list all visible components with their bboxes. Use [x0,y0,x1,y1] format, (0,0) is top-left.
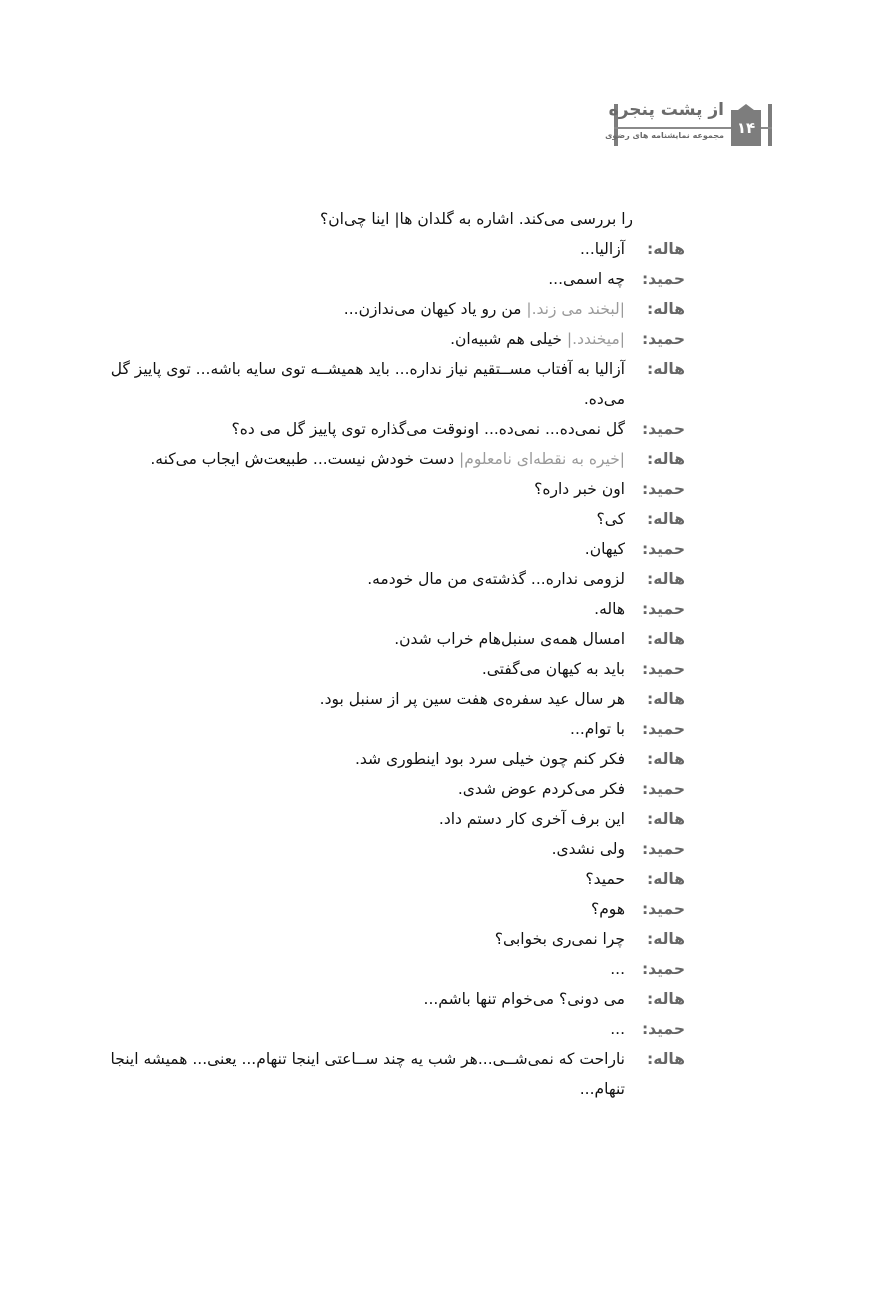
dialogue-text: من رو یاد کیهان می‌ندازن... [343,300,522,318]
dialogue-line [110,864,685,894]
dialogue-line [110,594,685,624]
speech-block [110,834,625,864]
dialogue-line [110,234,685,264]
speech-block [110,954,625,984]
dialogue-text: اون خبر داره؟ [534,480,625,498]
dialogue-text: ... [610,1020,625,1038]
speech-block [110,714,625,744]
speech-block [110,354,625,414]
speaker-name: حمید: [641,1020,685,1038]
dialogue-line [110,354,685,414]
stage-direction: |خیره به نقطه‌ای نامعلوم| [459,450,625,468]
dialogue-list [110,234,685,1104]
dialogue-text: خیلی هم شبیه‌ان. [450,330,562,348]
dialogue-line [110,744,685,774]
speech-block [110,324,625,354]
speech-block [110,774,625,804]
speaker-name: هاله: [647,300,685,318]
series-subtitle: مجموعه نمایشنامه های رضوی [605,131,724,140]
speaker-name: حمید: [641,420,685,438]
speaker-name: هاله: [647,510,685,528]
speaker-name: حمید: [641,330,685,348]
speaker-name: حمید: [641,480,685,498]
dialogue-text: حمید؟ [585,870,625,888]
speech-block [110,534,625,564]
stage-continuation-line [110,204,685,234]
dialogue-line [110,564,685,594]
series-title: از پشت پنجره [608,100,724,120]
speaker-name: هاله: [647,360,685,378]
speech-block [110,684,625,714]
dialogue-line [110,924,685,954]
dialogue-line [110,414,685,444]
dialogue-line [110,1044,685,1104]
speaker-name: حمید: [641,720,685,738]
speaker-name: هاله: [647,930,685,948]
dialogue-text: لزومی نداره... گذشته‌ی من مال خودمه. [367,570,625,588]
speech-block [110,1044,625,1104]
speaker-name: حمید: [641,600,685,618]
speech-block [110,894,625,924]
speech-block [110,564,625,594]
stage-direction: |لبخند می زند.| [526,300,625,318]
dialogue-text: می دونی؟ می‌خوام تنها باشم... [423,990,625,1008]
dialogue-line [110,324,685,354]
dialogue-text: فکر کنم چون خیلی سرد بود اینطوری شد. [354,750,625,768]
dialogue-line [110,444,685,474]
speaker-name: هاله: [647,990,685,1008]
dialogue-text: چرا نمی‌ری بخوابی؟ [494,930,625,948]
speech-block [110,504,625,534]
dialogue-text: هوم؟ [590,900,625,918]
speaker-name: حمید: [641,540,685,558]
speaker-name: هاله: [647,570,685,588]
dialogue-text: این برف آخری کار دستم داد. [438,810,625,828]
dialogue-line [110,984,685,1014]
dialogue-line [110,834,685,864]
dialogue-line [110,534,685,564]
speech-block [110,744,625,774]
speaker-name: هاله: [647,450,685,468]
dialogue-line [110,954,685,984]
speaker-name: حمید: [641,780,685,798]
dialogue-line [110,294,685,324]
dialogue-line [110,264,685,294]
dialogue-line [110,624,685,654]
dialogue-text: دست خودش نیست... طبیعت‌ش ایجاب می‌کنه. [150,450,455,468]
speaker-name: هاله: [647,690,685,708]
dialogue-text: هاله. [594,600,625,618]
speaker-name: هاله: [647,810,685,828]
dialogue-text: امسال همه‌ی سنبل‌هام خراب شدن. [394,630,625,648]
stage-direction: |میخندد.| [566,330,625,348]
dialogue-text: آزالیا به آفتاب مســتقیم نیاز نداره... باید همیشــه توی سایه باشه... توی پاییز گل می‌ده. [110,360,625,408]
speech-block [110,984,625,1014]
dialogue-text: فکر می‌کردم عوض شدی. [457,780,625,798]
logo-right-bar [768,104,772,146]
speech-block [110,594,625,624]
speaker-name: حمید: [641,960,685,978]
speaker-name: حمید: [641,270,685,288]
speech-block [110,474,625,504]
speech-block [110,1014,625,1044]
speech-block [110,654,625,684]
dialogue-text: باید به کیهان می‌گفتی. [481,660,625,678]
dialogue-line [110,894,685,924]
speech-block [110,864,625,894]
speaker-name: هاله: [647,750,685,768]
speaker-name: هاله: [647,1050,685,1068]
dialogue-line [110,1014,685,1044]
dialogue-text: ... [610,960,625,978]
dialogue-text: با توام... [570,720,625,738]
play-script [110,204,685,1104]
dialogue-line [110,684,685,714]
speaker-name: هاله: [647,240,685,258]
dialogue-line [110,504,685,534]
speech-block [110,444,625,474]
dialogue-text: آزالیا... [579,240,625,258]
dialogue-line [110,714,685,744]
speaker-name: حمید: [641,900,685,918]
dialogue-text: ناراحت که نمی‌شــی...هر شب یه چند ســاعتی اینجا تنهام... یعنی... همیشه اینجا تنهام... [110,1050,625,1098]
speech-block [110,234,625,264]
dialogue-text: کیهان. [584,540,625,558]
speech-block [110,264,625,294]
dialogue-line [110,774,685,804]
speaker-name: هاله: [647,870,685,888]
page-number: ۱۴ [736,119,756,137]
speaker-name: هاله: [647,630,685,648]
continuation-text: را بررسی می‌کند. اشاره به گلدان ها| اینا چی‌ان؟ [320,210,633,228]
dialogue-text: ولی نشدی. [551,840,625,858]
series-logo-header [605,100,772,148]
speech-block [110,294,625,324]
dialogue-text: چه اسمی... [548,270,625,288]
speech-block [110,804,625,834]
speech-block [110,924,625,954]
speech-block [110,624,625,654]
speech-block [110,414,625,444]
dialogue-text: هر سال عید سفره‌ی هفت سین پر از سنبل بود. [319,690,625,708]
page-number-badge [728,104,764,146]
dialogue-text: گل نمی‌ده... نمی‌ده... اونوقت می‌گذاره توی پاییز گل می ده؟ [231,420,625,438]
speaker-name: حمید: [641,840,685,858]
dialogue-line [110,654,685,684]
dialogue-text: کی؟ [596,510,625,528]
speaker-name: حمید: [641,660,685,678]
dialogue-line [110,474,685,504]
dialogue-line [110,804,685,834]
